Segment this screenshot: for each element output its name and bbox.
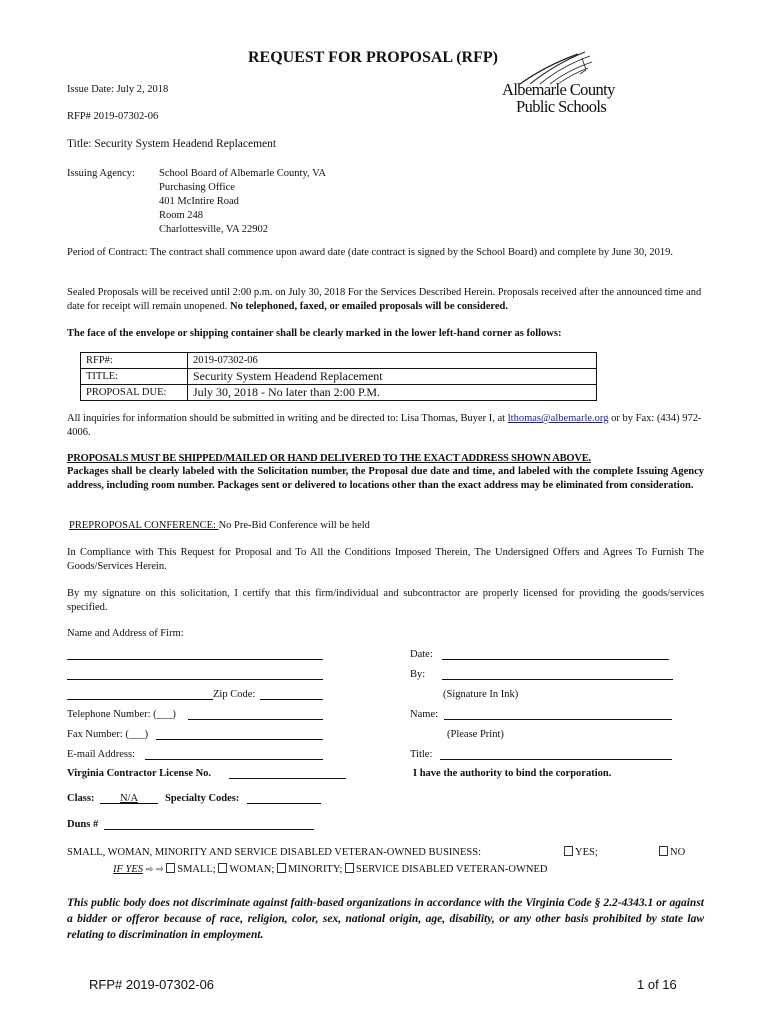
fax-label: Fax Number: (___) bbox=[67, 729, 149, 740]
school-logo bbox=[500, 48, 625, 118]
compliance-statement: In Compliance with This Request for Proposal and To All the Conditions Imposed Therein, The Undersigned Offers and Agrees To Furnish The Goods/Services Herein. bbox=[67, 547, 704, 572]
swam-categories bbox=[113, 863, 547, 877]
envelope-label: TITLE: bbox=[81, 369, 188, 385]
shipping-instructions: Packages shall be clearly labeled with the Solicitation number, the Proposal due date and time, and labeled with the complete Issuing Agency address, including room number. Packages sent or delivered to locations other than the exact address may be eliminated from consideration. bbox=[67, 466, 704, 491]
email-field[interactable] bbox=[145, 759, 323, 760]
checkbox-icon bbox=[166, 863, 175, 873]
agency-line: Purchasing Office bbox=[159, 182, 235, 193]
inquiries-text: All inquiries for information should be submitted in writing and be directed to: Lisa Thomas, Buyer I, at bbox=[67, 413, 508, 424]
zip-code-field[interactable] bbox=[260, 699, 323, 700]
class-field bbox=[100, 803, 158, 804]
sealed-warning: No telephoned, faxed, or emailed proposals will be considered. bbox=[229, 301, 508, 312]
envelope-label: RFP#: bbox=[81, 353, 188, 369]
minority-label: MINORITY; bbox=[287, 864, 343, 875]
specialty-codes-field[interactable] bbox=[247, 803, 321, 804]
small-option[interactable] bbox=[166, 864, 216, 875]
class-label: Class: bbox=[67, 793, 95, 804]
certification-statement: By my signature on this solicitation, I certify that this firm/individual and subcontractor are properly licensed for providing the goods/services specified. bbox=[67, 588, 704, 613]
specialty-codes-label: Specialty Codes: bbox=[165, 793, 240, 804]
envelope-label: PROPOSAL DUE: bbox=[81, 385, 188, 401]
page-title: REQUEST FOR PROPOSAL (RFP) bbox=[248, 49, 498, 66]
table-row bbox=[81, 369, 597, 385]
preproposal-text: No Pre-Bid Conference will be held bbox=[218, 520, 370, 531]
sdv-label: SERVICE DISABLED VETERAN-OWNED bbox=[356, 864, 548, 875]
signature-hint: (Signature In Ink) bbox=[443, 689, 519, 700]
sealed-text: Sealed Proposals will be received until 2:00 p.m. on July 30, 2018 For the Services Described Herein. Proposals received after the announced time and date for receipt will remain unopened. bbox=[67, 287, 702, 312]
sealed-proposals bbox=[67, 286, 707, 314]
checkbox-icon bbox=[564, 846, 573, 856]
agency-address bbox=[159, 167, 326, 237]
envelope-label-table bbox=[80, 352, 597, 401]
preproposal-conference bbox=[69, 519, 370, 533]
name-label: Name: bbox=[410, 709, 438, 720]
checkbox-icon bbox=[659, 846, 668, 856]
firm-address-field[interactable] bbox=[67, 679, 323, 680]
issue-date: Issue Date: July 2, 2018 bbox=[67, 84, 169, 95]
email-label: E-mail Address: bbox=[67, 749, 135, 760]
title-field[interactable] bbox=[440, 759, 672, 760]
period-of-contract: Period of Contract: The contract shall commence upon award date (date contract is signed by the School Board) and complete by June 30, 2019. bbox=[67, 247, 674, 258]
authority-statement: I have the authority to bind the corporation. bbox=[413, 768, 612, 779]
swam-yes-option[interactable] bbox=[564, 846, 598, 860]
sdv-option[interactable] bbox=[345, 864, 547, 875]
buyer-email-link[interactable]: lthomas@albemarle.org bbox=[507, 413, 609, 424]
small-label: SMALL; bbox=[177, 864, 216, 875]
firm-city-field[interactable] bbox=[67, 699, 213, 700]
telephone-field[interactable] bbox=[188, 719, 323, 720]
zip-code-label: Zip Code: bbox=[213, 689, 256, 700]
swam-no-option[interactable] bbox=[659, 846, 685, 860]
duns-label: Duns # bbox=[67, 819, 99, 830]
minority-option[interactable] bbox=[277, 864, 342, 875]
logo-line-2: Public Schools bbox=[516, 97, 607, 116]
signature-field[interactable] bbox=[442, 679, 673, 680]
arrow-right-icon: ⇨ ⇨ bbox=[145, 865, 164, 875]
envelope-value: 2019-07302-06 bbox=[188, 353, 597, 369]
table-row bbox=[81, 353, 597, 369]
envelope-value: Security System Headend Replacement bbox=[188, 369, 597, 385]
agency-line: School Board of Albemarle County, VA bbox=[159, 168, 326, 179]
checkbox-icon bbox=[345, 863, 354, 873]
swam-question: SMALL, WOMAN, MINORITY AND SERVICE DISABLED VETERAN-OWNED BUSINESS: bbox=[67, 847, 482, 858]
name-field[interactable] bbox=[444, 719, 672, 720]
license-label: Virginia Contractor License No. bbox=[67, 768, 212, 779]
woman-label: WOMAN; bbox=[229, 864, 275, 875]
if-yes-label: IF YES bbox=[113, 864, 144, 875]
non-discrimination-statement: This public body does not discriminate against faith-based organizations in accordance with the Virginia Code § 2.2-4343.1 or against a bidder or offeror because of race, religion, color, sex, national origin, age, disability, or any other basis prohibited by state law relating to discrimination in employment. bbox=[67, 897, 704, 941]
duns-field[interactable] bbox=[104, 829, 314, 830]
inquiries bbox=[67, 412, 707, 440]
license-field[interactable] bbox=[229, 778, 346, 779]
page-number: 1 of 16 bbox=[637, 977, 677, 992]
telephone-label: Telephone Number: (___) bbox=[67, 709, 176, 720]
table-row bbox=[81, 385, 597, 401]
agency-label: Issuing Agency: bbox=[67, 168, 135, 179]
class-text: N/A bbox=[119, 793, 139, 804]
agency-line: Charlottesville, VA 22902 bbox=[159, 224, 268, 235]
shipping-heading: PROPOSALS MUST BE SHIPPED/MAILED OR HAND DELIVERED TO THE EXACT ADDRESS SHOWN ABOVE. bbox=[67, 453, 591, 464]
footer-rfp-number: RFP# 2019-07302-06 bbox=[89, 977, 215, 992]
print-hint: (Please Print) bbox=[447, 729, 504, 740]
rfp-number: RFP# 2019-07302-06 bbox=[67, 111, 159, 122]
date-label: Date: bbox=[410, 649, 433, 660]
fax-field[interactable] bbox=[156, 739, 323, 740]
firm-name-field[interactable] bbox=[67, 659, 323, 660]
agency-line: 401 McIntire Road bbox=[159, 196, 239, 207]
logo-line-1: Albemarle County bbox=[502, 80, 615, 99]
woman-option[interactable] bbox=[218, 864, 274, 875]
inquiries-fax: or by Fax: (434) 972-4006. bbox=[67, 413, 702, 438]
checkbox-icon bbox=[218, 863, 227, 873]
date-field[interactable] bbox=[442, 659, 669, 660]
firm-name-address-label: Name and Address of Firm: bbox=[67, 628, 184, 639]
envelope-note: The face of the envelope or shipping container shall be clearly marked in the lower left-hand corner as follows: bbox=[67, 328, 562, 339]
agency-line: Room 248 bbox=[159, 210, 204, 221]
no-label: NO bbox=[670, 847, 686, 858]
by-label: By: bbox=[410, 669, 426, 680]
envelope-value: July 30, 2018 - No later than 2:00 P.M. bbox=[188, 385, 597, 401]
checkbox-icon bbox=[277, 863, 286, 873]
title-label: Title: bbox=[410, 749, 433, 760]
yes-label: YES; bbox=[575, 847, 598, 858]
preproposal-label: PREPROPOSAL CONFERENCE: bbox=[69, 520, 219, 531]
rfp-title: Title: Security System Headend Replacement bbox=[67, 138, 277, 150]
